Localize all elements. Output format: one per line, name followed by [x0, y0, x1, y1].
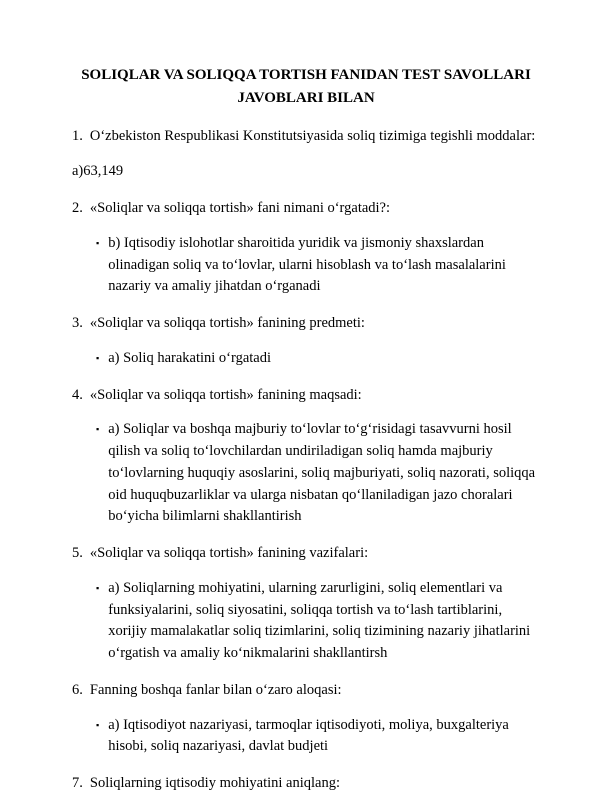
question-number: 4. — [72, 386, 83, 403]
bullet-square-icon: ▪ — [96, 237, 100, 248]
question-3 — [72, 313, 540, 335]
question-number: 1. — [72, 127, 83, 144]
bullet-square-icon: ▪ — [96, 719, 100, 730]
question-text: «Soliqlar va soliqqa tortish» fanining vazifalari: — [89, 545, 369, 561]
answer-text: a) Soliq harakatini o‘rgatadi — [108, 349, 272, 366]
document-title-line1: SOLIQLAR VA SOLIQQA TORTISH FANIDAN TEST SAVOLLARI — [81, 67, 531, 83]
question-1 — [72, 126, 540, 148]
question-text: «Soliqlar va soliqqa tortish» fanining predmeti: — [89, 315, 365, 331]
bullet-square-icon: ▪ — [96, 582, 100, 593]
question-4 — [72, 385, 540, 407]
question-text: «Soliqlar va soliqqa tortish» fani nimani o‘rgatadi?: — [89, 200, 391, 216]
question-6 — [72, 680, 540, 702]
bullet-square-icon: ▪ — [96, 352, 100, 363]
question-number: 2. — [72, 200, 83, 216]
question-text: Soliqlarning iqtisodiy mohiyatini aniqlang: — [89, 775, 340, 791]
question-text: O‘zbekiston Respublikasi Konstitutsiyasida soliq tizimiga tegishli moddalar: — [89, 127, 536, 144]
question-number: 7. — [72, 775, 83, 791]
question-7 — [72, 773, 540, 792]
answer-text: b) Iqtisodiy islohotlar sharoitida yuridik va jismoniy shaxslardan olinadigan soliq va to‘lovlar, ularni hisoblash va to‘lash masalalarini nazariy va amaliy jihatdan o‘rganadi — [108, 234, 506, 295]
question-list — [72, 126, 540, 792]
question-5 — [72, 543, 540, 565]
document-title-line2: JAVOBLARI BILAN — [237, 90, 375, 107]
answer-text: a) Iqtisodiyot nazariyasi, tarmoqlar iqtisodiyoti, moliya, buxgalteriya hisobi, soliq nazariyasi, davlat budjeti — [108, 716, 509, 755]
question-number: 3. — [72, 315, 83, 331]
answer-plain: a)63,149 — [72, 163, 124, 180]
answer-bullet — [96, 233, 540, 298]
answer-bullet — [96, 715, 540, 759]
question-text: Fanning boshqa fanlar bilan o‘zaro aloqasi: — [89, 681, 342, 698]
answer-text: a) Soliqlarning mohiyatini, ularning zarurligini, soliq elementlari va funksiyalarini, soliq siyosatini, soliqqa tortish va to‘lash tartiblarini, xorijiy mamalakatlar soliq tizimlarini, soliq tizimining nazariy jihatlarini o‘rgatish va amaliy ko‘nikmalarini shakllantirsh — [108, 579, 531, 661]
question-number: 5. — [72, 545, 83, 561]
bullet-square-icon: ▪ — [96, 424, 100, 435]
question-text: «Soliqlar va soliqqa tortish» fanining maqsadi: — [89, 386, 362, 403]
question-2 — [72, 198, 540, 220]
question-number: 6. — [72, 681, 83, 698]
answer-bullet — [96, 348, 540, 370]
answer-bullet — [96, 419, 540, 528]
document-title — [72, 64, 540, 111]
answer-text: a) Soliqlar va boshqa majburiy to‘lovlar to‘g‘risidagi tasavvurni hosil qilish va soliq to‘lovchilardan undiriladigan soliq hamda majburiy to‘lovlarning huquqiy asoslarini, soliq majburiyati, soliq nazorati, soliqqa oid huquqbuzarliklar va ularga nisbatan qo‘llaniladigan jazo choralari bo‘yicha bilimlarni shakllantirish — [108, 421, 536, 525]
answer-bullet — [96, 578, 540, 665]
